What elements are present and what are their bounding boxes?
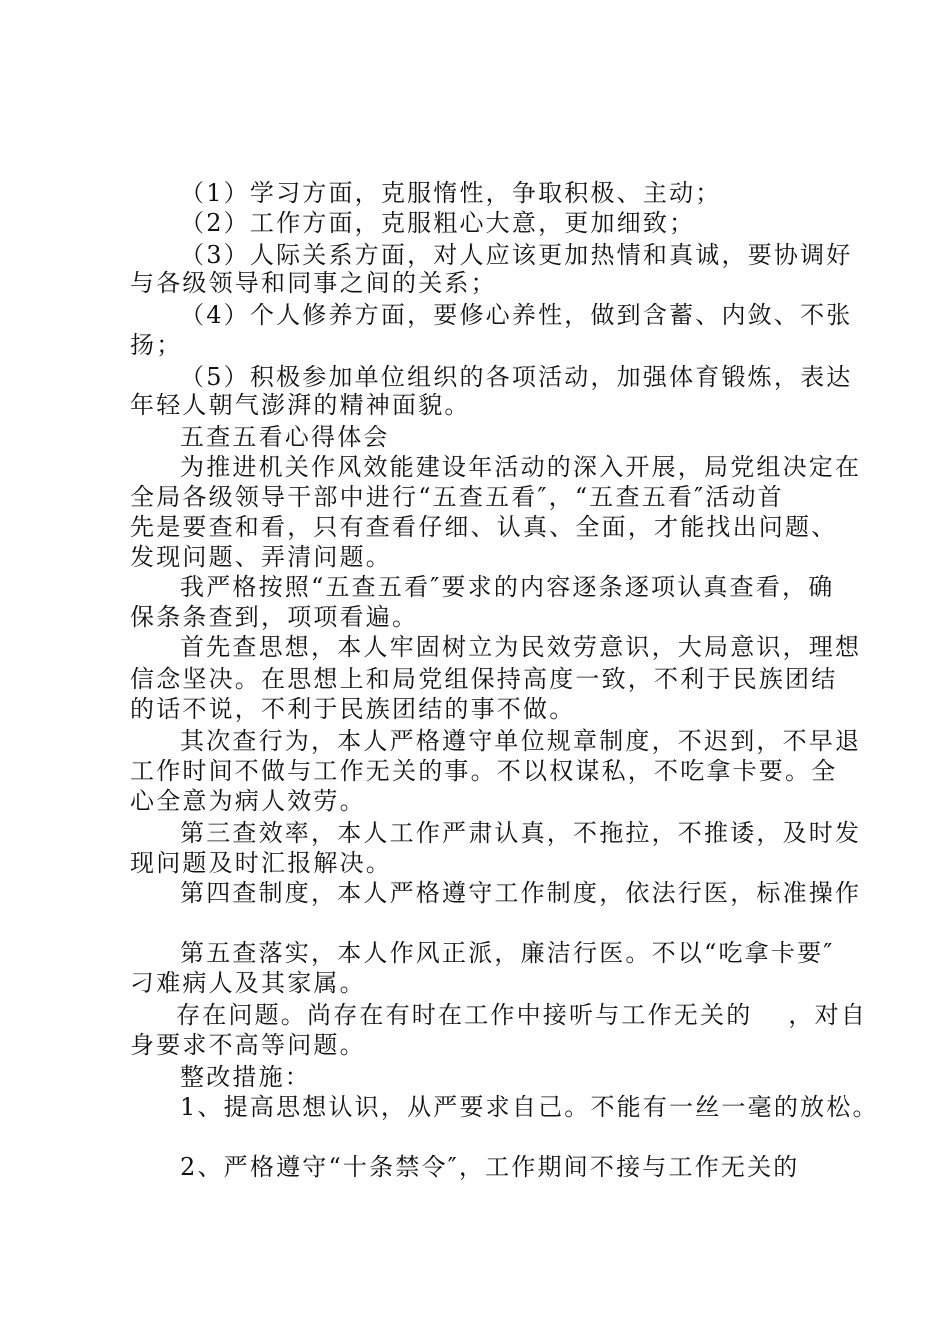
paragraph-line: 刁难病人及其家属。 (130, 969, 366, 997)
paragraph-line: 存在问题。尚存在有时在工作中接听与工作无关的 ，对自 (176, 1001, 868, 1029)
paragraph-line: 心全意为病人效劳。 (130, 787, 366, 815)
paragraph-line: 全局各级领导干部中进行“五查五看″，“五查五看″活动首 (130, 483, 784, 511)
list-item-measure-2: 2、严格遵守“十条禁令″，工作期间不接与工作无关的 (180, 1153, 800, 1181)
paragraph-line: 第四查制度，本人严格遵守工作制度，依法行医，标准操作 (180, 879, 862, 907)
paragraph-line: 首先查思想，本人牢固树立为民效劳意识，大局意识，理想 (180, 633, 862, 661)
list-item-cultivation-cont: 扬； (130, 331, 183, 359)
section-heading-measures: 整改措施： (180, 1063, 311, 1091)
paragraph-line: 第三查效率，本人工作严肃认真，不拖拉，不推诿，及时发 (180, 819, 862, 847)
paragraph-line: 其次查行为，本人严格遵守单位规章制度，不迟到，不早退 (180, 727, 862, 755)
paragraph-line: 现问题及时汇报解决。 (130, 849, 392, 877)
paragraph-line: 工作时间不做与工作无关的事。不以权谋私，不吃拿卡要。全 (130, 757, 838, 785)
paragraph-line: 先是要查和看，只有查看仔细、认真、全面，才能找出问题、 (130, 513, 838, 541)
list-item-activities: （5）积极参加单位组织的各项活动，加强体育锻炼，表达 (180, 363, 853, 391)
list-item-study: （1）学习方面，克服惰性，争取积极、主动； (180, 179, 722, 207)
list-item-cultivation: （4）个人修养方面，要修心养性，做到含蓄、内敛、不张 (180, 301, 853, 329)
paragraph-line: 为推进机关作风效能建设年活动的深入开展，局党组决定在 (180, 453, 862, 481)
paragraph-line: 我严格按照“五查五看″要求的内容逐条逐项认真查看，确 (180, 573, 835, 601)
section-heading: 五查五看心得体会 (180, 423, 390, 451)
paragraph-line: 保条条查到，项项看遍。 (130, 603, 419, 631)
list-item-activities-cont: 年轻人朝气澎湃的精神面貌。 (130, 391, 471, 419)
list-item-relations-cont: 与各级领导和同事之间的关系； (130, 269, 497, 297)
paragraph-line: 身要求不高等问题。 (130, 1031, 366, 1059)
paragraph-line: 第五查落实，本人作风正派，廉洁行医。不以“吃拿卡要″ (180, 939, 835, 967)
list-item-measure-1: 1、提高思想认识，从严要求自己。不能有一丝一毫的放松。 (180, 1093, 879, 1121)
paragraph-line: 发现问题、弄清问题。 (130, 543, 392, 571)
paragraph-line: 的话不说，不利于民族团结的事不做。 (130, 695, 576, 723)
list-item-work: （2）工作方面，克服粗心大意，更加细致； (180, 209, 696, 237)
paragraph-line: 信念坚决。在思想上和局党组保持高度一致，不利于民族团结 (130, 665, 838, 693)
list-item-relations: （3）人际关系方面，对人应该更加热情和真诚，要协调好 (180, 241, 853, 269)
